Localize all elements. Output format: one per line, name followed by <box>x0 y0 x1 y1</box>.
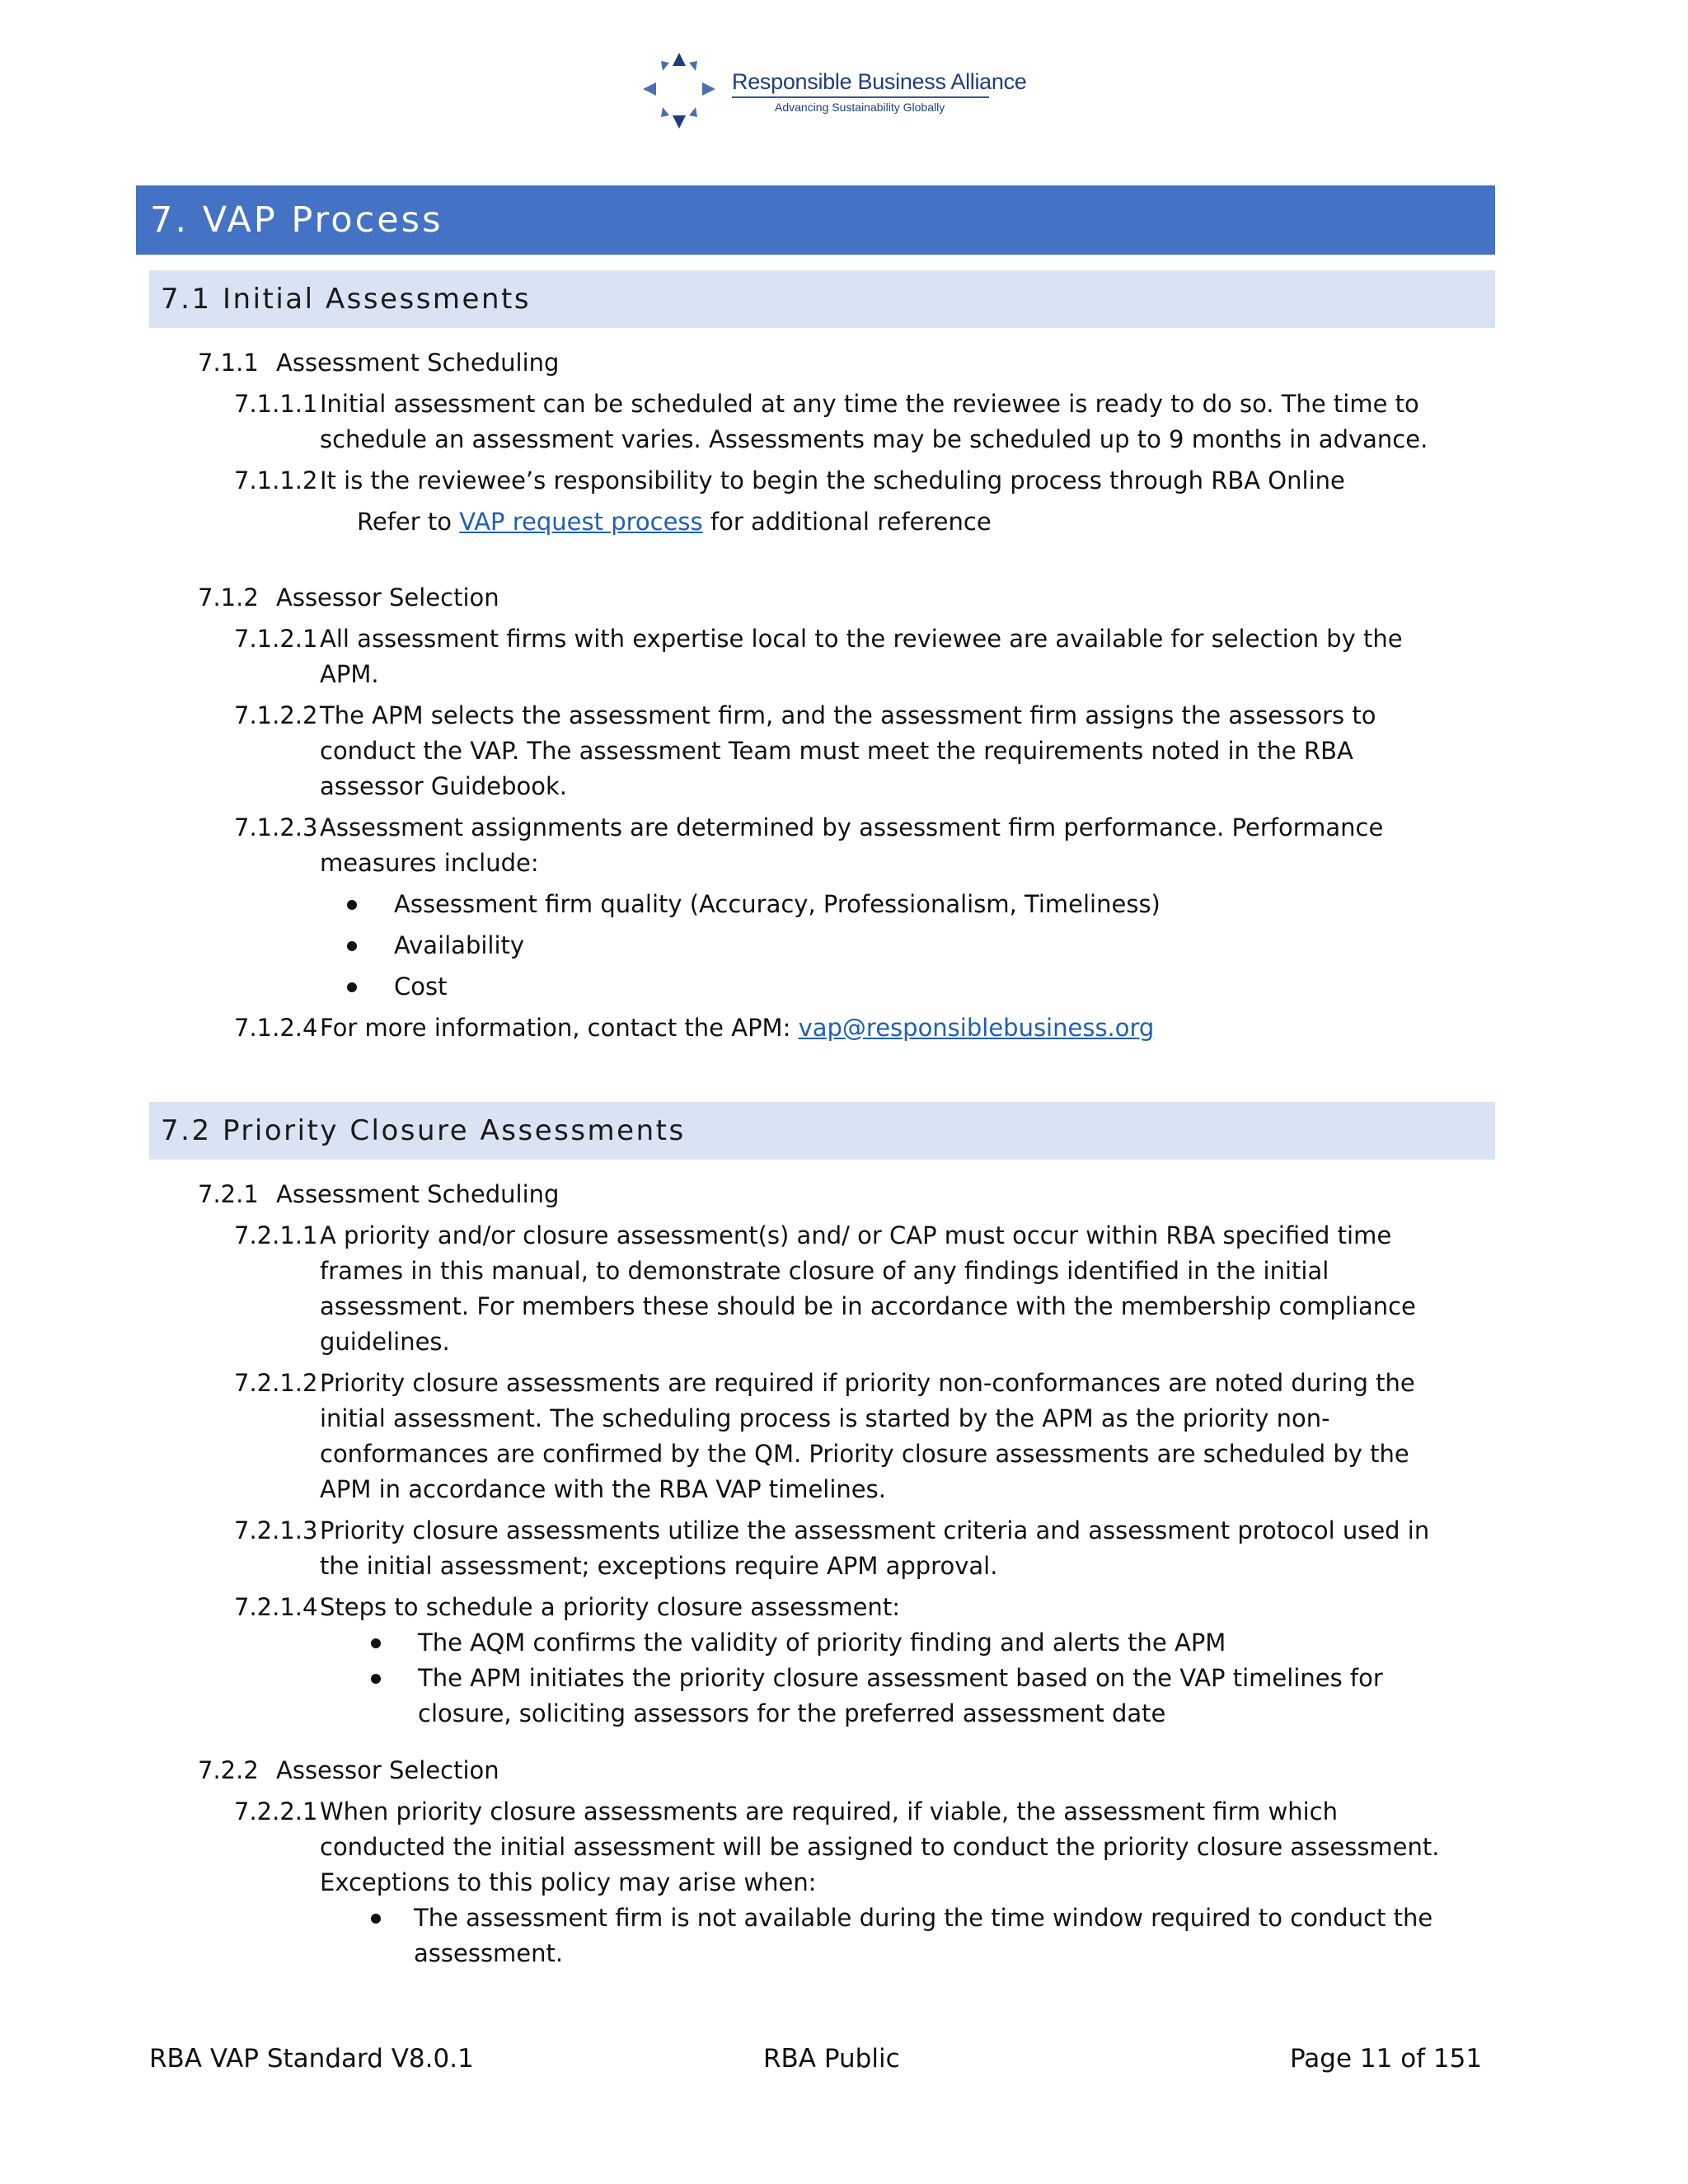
contact-line <box>320 1013 1154 1043</box>
para-text: conduct the VAP. The assessment Team must meet the requirements noted in the RBA <box>320 737 1353 765</box>
para-number-7-1-2-2: 7.1.2.2 <box>234 701 318 729</box>
list-item: The APM initiates the priority closure assessment based on the VAP timelines for <box>418 1664 1383 1692</box>
para-text: measures include: <box>320 849 539 877</box>
heading-number-7-1-2: 7.1.2 <box>198 583 259 612</box>
subsection-title: Priority Closure Assessments <box>223 1114 686 1147</box>
heading-title-7-2-2: Assessor Selection <box>276 1756 499 1784</box>
rba-logo <box>643 49 1027 132</box>
para-number-7-1-2-4: 7.1.2.4 <box>234 1014 318 1042</box>
apm-email-link[interactable]: vap@responsiblebusiness.org <box>798 1014 1155 1042</box>
footer-page-number: Page 11 of 151 <box>1290 2044 1483 2074</box>
refer-prefix: Refer to <box>357 508 460 536</box>
heading-title-7-1-2: Assessor Selection <box>276 583 499 612</box>
subsection-heading-7-2 <box>149 1102 1495 1160</box>
bullet-icon <box>347 941 357 951</box>
bullet-icon <box>371 1914 381 1924</box>
para-text: conducted the initial assessment will be assigned to conduct the priority closure assessment. <box>320 1833 1440 1861</box>
para-text: Priority closure assessments are required if priority non-conformances are noted during the <box>320 1369 1415 1397</box>
contact-text: For more information, contact the APM: <box>320 1014 799 1042</box>
logo-name: Responsible Business Alliance <box>732 69 1027 94</box>
list-item: The AQM confirms the validity of priority finding and alerts the APM <box>418 1629 1226 1657</box>
para-number-7-1-2-1: 7.1.2.1 <box>234 625 318 653</box>
para-text: A priority and/or closure assessment(s) and/ or CAP must occur within RBA specified time <box>320 1221 1392 1249</box>
para-text: Initial assessment can be scheduled at any time the reviewee is ready to do so. The time to <box>320 390 1419 418</box>
list-item-continued: assessment. <box>414 1939 564 1967</box>
list-item: Cost <box>394 972 448 1001</box>
bullet-icon <box>347 900 357 910</box>
para-text: The APM selects the assessment firm, and the assessment firm assigns the assessors to <box>320 701 1376 729</box>
refer-suffix: for additional reference <box>702 508 992 536</box>
para-text: initial assessment. The scheduling process is started by the APM as the priority non- <box>320 1404 1330 1432</box>
refer-line <box>357 507 992 537</box>
para-text: Priority closure assessments utilize the assessment criteria and assessment protocol used in <box>320 1516 1430 1544</box>
heading-number-7-1-1: 7.1.1 <box>198 349 259 377</box>
footer-classification: RBA Public <box>763 2044 900 2074</box>
para-number-7-1-1-1: 7.1.1.1 <box>234 390 318 418</box>
para-text: schedule an assessment varies. Assessments may be scheduled up to 9 months in advance. <box>320 425 1428 453</box>
para-text: guidelines. <box>320 1328 450 1356</box>
bullet-icon <box>347 982 357 992</box>
subsection-title: Initial Assessments <box>223 283 532 316</box>
bullet-icon <box>371 1638 381 1648</box>
heading-number-7-2-2: 7.2.2 <box>198 1756 259 1784</box>
section-heading: 7. VAP Process <box>136 185 1495 255</box>
vap-request-process-link[interactable]: VAP request process <box>459 508 703 536</box>
list-item: Assessment firm quality (Accuracy, Professionalism, Timeliness) <box>394 890 1160 918</box>
para-text: conformances are confirmed by the QM. Priority closure assessments are scheduled by the <box>320 1440 1409 1468</box>
para-text: Exceptions to this policy may arise when: <box>320 1868 817 1896</box>
para-text: the initial assessment; exceptions require APM approval. <box>320 1552 998 1580</box>
list-item: Availability <box>394 931 525 959</box>
list-item-continued: closure, soliciting assessors for the preferred assessment date <box>418 1699 1166 1727</box>
para-number-7-2-1-2: 7.2.1.2 <box>234 1369 318 1397</box>
subsection-number: 7.2 <box>161 1114 212 1147</box>
para-text: Steps to schedule a priority closure assessment: <box>320 1593 900 1621</box>
para-text: APM in accordance with the RBA VAP timelines. <box>320 1475 886 1503</box>
subsection-heading-7-1 <box>149 270 1495 328</box>
para-number-7-1-2-3: 7.1.2.3 <box>234 813 318 841</box>
logo-divider <box>732 96 989 98</box>
para-number-7-2-1-3: 7.2.1.3 <box>234 1516 318 1544</box>
rba-compass-icon <box>643 49 725 132</box>
para-text: Assessment assignments are determined by assessment firm performance. Performance <box>320 813 1384 841</box>
para-text: assessment. For members these should be in accordance with the membership compliance <box>320 1292 1416 1320</box>
subsection-number: 7.1 <box>161 283 212 316</box>
list-item: The assessment firm is not available during the time window required to conduct the <box>414 1904 1433 1932</box>
heading-number-7-2-1: 7.2.1 <box>198 1180 259 1208</box>
bullet-icon <box>371 1674 381 1684</box>
para-text: frames in this manual, to demonstrate closure of any findings identified in the initial <box>320 1257 1329 1285</box>
logo-tagline: Advancing Sustainability Globally <box>775 101 945 114</box>
footer-document-title: RBA VAP Standard V8.0.1 <box>149 2044 474 2074</box>
para-text: APM. <box>320 660 379 688</box>
para-number-7-2-1-4: 7.2.1.4 <box>234 1593 318 1621</box>
heading-title-7-1-1: Assessment Scheduling <box>276 349 560 377</box>
para-number-7-1-1-2: 7.1.1.2 <box>234 466 318 494</box>
para-text: It is the reviewee’s responsibility to begin the scheduling process through RBA Online <box>320 466 1345 494</box>
para-text: assessor Guidebook. <box>320 772 567 800</box>
para-number-7-2-2-1: 7.2.2.1 <box>234 1797 318 1825</box>
para-text: When priority closure assessments are required, if viable, the assessment firm which <box>320 1797 1338 1825</box>
para-number-7-2-1-1: 7.2.1.1 <box>234 1221 318 1249</box>
para-text: All assessment firms with expertise local to the reviewee are available for selection by the <box>320 625 1403 653</box>
heading-title-7-2-1: Assessment Scheduling <box>276 1180 560 1208</box>
